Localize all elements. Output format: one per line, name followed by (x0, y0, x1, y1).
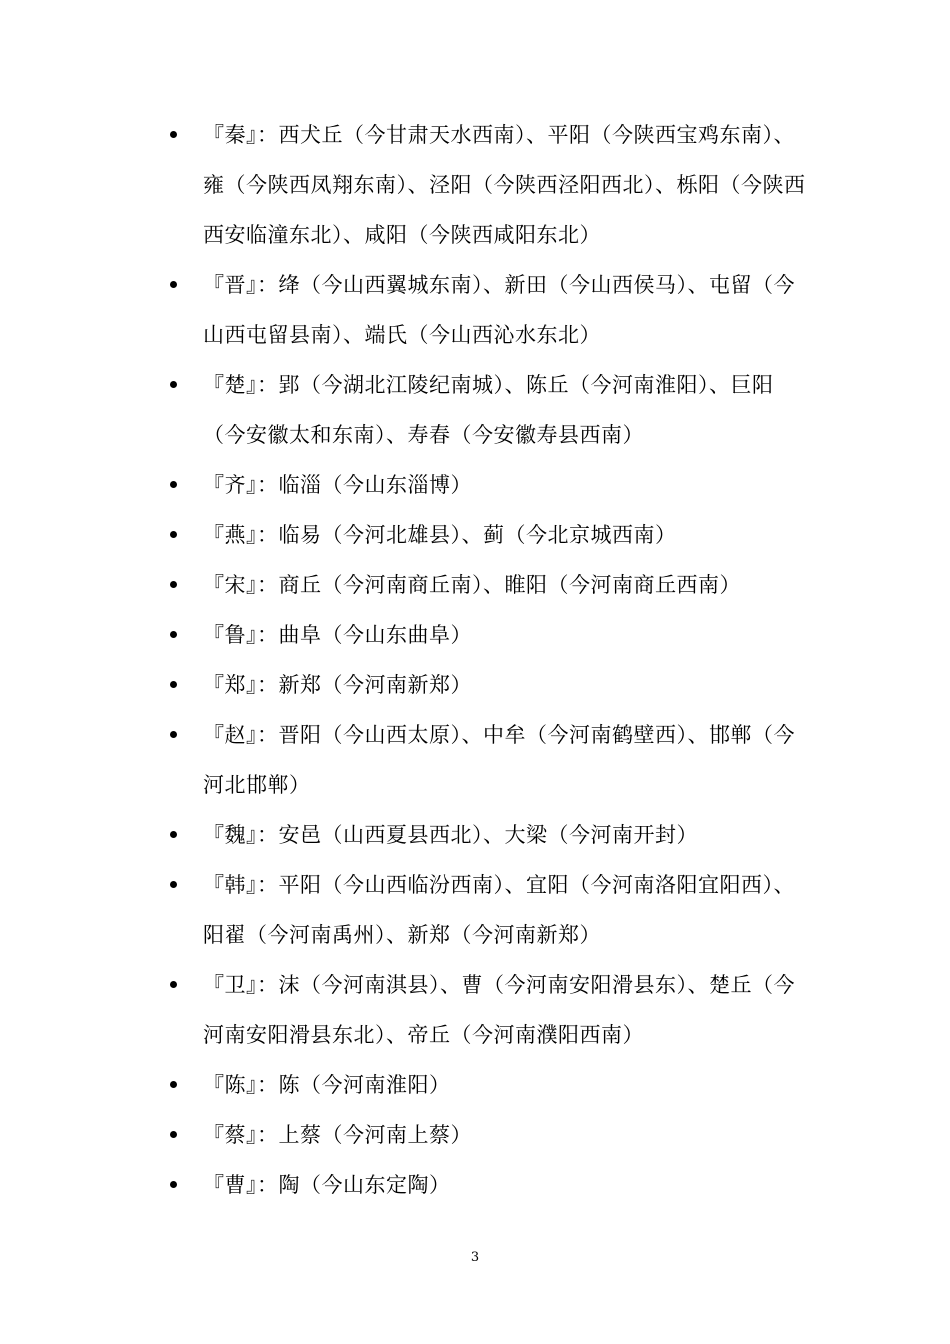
list-item-text: 『宋』：商丘（今河南商丘南）、睢阳（今河南商丘西南） (203, 573, 741, 597)
list-item-text: 『燕』：临易（今河北雄县）、蓟（今北京城西南） (203, 523, 677, 547)
list-item (170, 960, 810, 1060)
list-item (170, 1060, 810, 1110)
list-item (170, 360, 810, 460)
list-item-text: 『陈』：陈（今河南淮阳） (203, 1073, 451, 1097)
list-item (170, 260, 810, 360)
list-item (170, 460, 810, 510)
bullet-icon (170, 831, 177, 838)
list-item-text: 『鲁』：曲阜（今山东曲阜） (203, 623, 472, 647)
list-item (170, 1110, 810, 1160)
list-item (170, 660, 810, 710)
list-item (170, 710, 810, 810)
list-item (170, 510, 810, 560)
bullet-icon (170, 481, 177, 488)
list-item-text: 『晋』：绛（今山西翼城东南）、新田（今山西侯马）、屯留（今山西屯留县南）、端氏（今山西沁水东北） (203, 273, 795, 347)
bullet-icon (170, 1181, 177, 1188)
list-item-text: 『卫』：沫（今河南淇县）、曹（今河南安阳滑县东）、楚丘（今河南安阳滑县东北）、帝丘（今河南濮阳西南） (203, 973, 795, 1047)
bullet-icon (170, 531, 177, 538)
list-item (170, 110, 810, 260)
bullet-icon (170, 131, 177, 138)
capital-list (170, 110, 810, 1210)
bullet-icon (170, 731, 177, 738)
list-item-text: 『韩』：平阳（今山西临汾西南）、宜阳（今河南洛阳宜阳西）、阳翟（今河南禹州）、新郑（今河南新郑） (203, 873, 795, 947)
list-item-text: 『魏』：安邑（山西夏县西北）、大梁（今河南开封） (203, 823, 698, 847)
list-item-text: 『蔡』：上蔡（今河南上蔡） (203, 1123, 472, 1147)
bullet-icon (170, 681, 177, 688)
bullet-icon (170, 1131, 177, 1138)
bullet-icon (170, 381, 177, 388)
page-number: 3 (470, 1250, 480, 1265)
list-item (170, 810, 810, 860)
list-item-text: 『秦』：西犬丘（今甘肃天水西南）、平阳（今陕西宝鸡东南）、雍（今陕西凤翔东南）、泾阳（今陕西泾阳西北）、栎阳（今陕西西安临潼东北）、咸阳（今陕西咸阳东北） (203, 123, 806, 247)
bullet-icon (170, 1081, 177, 1088)
bullet-icon (170, 581, 177, 588)
bullet-icon (170, 981, 177, 988)
bullet-icon (170, 631, 177, 638)
list-item-text: 『曹』：陶（今山东定陶） (203, 1173, 451, 1197)
list-item (170, 860, 810, 960)
list-item (170, 610, 810, 660)
list-item (170, 1160, 810, 1210)
bullet-icon (170, 281, 177, 288)
list-item-text: 『赵』：晋阳（今山西太原）、中牟（今河南鹤壁西）、邯郸（今河北邯郸） (203, 723, 795, 797)
bullet-icon (170, 881, 177, 888)
list-item-text: 『楚』：郢（今湖北江陵纪南城）、陈丘（今河南淮阳）、巨阳（今安徽太和东南）、寿春（今安徽寿县西南） (203, 373, 774, 447)
list-item-text: 『齐』：临淄（今山东淄博） (203, 473, 472, 497)
list-item (170, 560, 810, 610)
list-item-text: 『郑』：新郑（今河南新郑） (203, 673, 472, 697)
